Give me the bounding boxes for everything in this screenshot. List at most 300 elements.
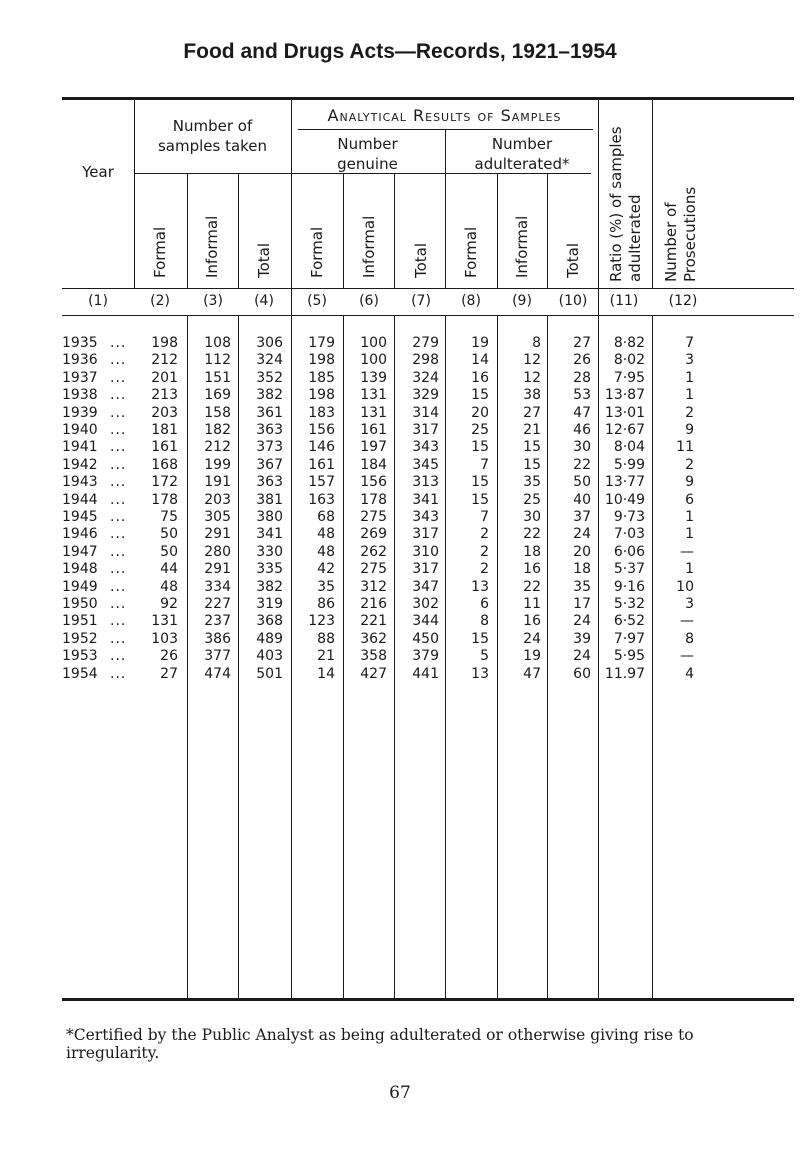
value-cell: 306 xyxy=(256,335,283,351)
year-cell: 1946 xyxy=(62,526,98,543)
value-cell: 30 xyxy=(573,439,591,456)
column-number: (1) xyxy=(88,293,108,309)
value-cell: 24 xyxy=(573,613,591,630)
value-cell: 216 xyxy=(360,596,387,612)
value-cell: 441 xyxy=(412,665,439,682)
table-row xyxy=(0,422,800,439)
year-cell: 1942 xyxy=(62,456,98,473)
value-cell: 48 xyxy=(317,526,335,543)
formal-header: Formal xyxy=(462,226,480,278)
value-cell: 27 xyxy=(160,665,178,682)
bottom-rule xyxy=(62,998,794,1001)
year-cell: 1943 xyxy=(62,474,98,491)
value-cell: 1 xyxy=(685,509,694,525)
value-cell: 19 xyxy=(471,335,489,351)
value-cell: 131 xyxy=(360,404,387,421)
value-cell: 314 xyxy=(412,404,439,421)
value-cell: 185 xyxy=(308,369,335,386)
value-cell: 8 xyxy=(685,630,694,647)
table-row xyxy=(0,561,800,578)
value-cell: 343 xyxy=(412,439,439,456)
value-cell: 324 xyxy=(256,352,283,369)
col-divider xyxy=(394,174,395,289)
year-cell: 1935 xyxy=(62,335,98,351)
top-rule xyxy=(62,97,794,100)
value-cell: 227 xyxy=(204,596,231,612)
value-cell: 1 xyxy=(685,387,694,404)
col-divider xyxy=(547,174,548,289)
leader-dots: ... xyxy=(110,352,127,369)
value-cell: 30 xyxy=(523,509,541,525)
column-number: (10) xyxy=(558,293,588,309)
value-cell: 330 xyxy=(256,543,283,560)
leader-dots: ... xyxy=(110,474,127,491)
value-cell: 35 xyxy=(573,578,591,595)
value-cell: 179 xyxy=(308,335,335,351)
value-cell: 9 xyxy=(685,474,694,491)
total-header: Total xyxy=(255,242,273,278)
table-row xyxy=(0,370,800,387)
value-cell: 363 xyxy=(256,474,283,491)
formal-header: Formal xyxy=(151,226,169,278)
value-cell: 275 xyxy=(360,561,387,578)
value-cell: 13 xyxy=(471,578,489,595)
value-cell: 237 xyxy=(204,613,231,630)
value-cell: 343 xyxy=(412,509,439,525)
value-cell: 386 xyxy=(204,630,231,647)
samples-taken-header: Number of samples taken xyxy=(157,117,268,155)
value-cell: 1 xyxy=(685,526,694,543)
leader-dots: ... xyxy=(110,509,127,525)
value-cell: 8·04 xyxy=(613,439,645,456)
value-cell: 178 xyxy=(151,491,178,508)
value-cell: 212 xyxy=(204,439,231,456)
value-cell: 5 xyxy=(480,648,489,665)
value-cell: 7 xyxy=(685,335,694,351)
value-cell: 146 xyxy=(308,439,335,456)
value-cell: 7·03 xyxy=(613,526,645,543)
value-cell: 199 xyxy=(204,456,231,473)
value-cell: 123 xyxy=(308,613,335,630)
value-cell: 156 xyxy=(360,474,387,491)
col-divider xyxy=(343,174,344,289)
value-cell: 16 xyxy=(471,369,489,386)
table-row xyxy=(0,352,800,369)
value-cell: 112 xyxy=(204,352,231,369)
year-cell: 1939 xyxy=(62,404,98,421)
value-cell: 50 xyxy=(573,474,591,491)
value-cell: 48 xyxy=(317,543,335,560)
value-cell: 21 xyxy=(523,422,541,438)
value-cell: 47 xyxy=(573,404,591,421)
leader-dots: ... xyxy=(110,630,127,647)
value-cell: 198 xyxy=(308,352,335,369)
value-cell: 108 xyxy=(204,335,231,351)
ratio-header: Ratio (%) of samples adulterated xyxy=(607,126,644,282)
header-rule xyxy=(62,288,794,289)
value-cell: 24 xyxy=(573,526,591,543)
table-row xyxy=(0,387,800,404)
year-cell: 1936 xyxy=(62,352,98,369)
year-cell: 1949 xyxy=(62,578,98,595)
value-cell: 3 xyxy=(685,352,694,369)
value-cell: 16 xyxy=(523,613,541,630)
table-row xyxy=(0,509,800,526)
value-cell: 12 xyxy=(523,369,541,386)
value-cell: 352 xyxy=(256,369,283,386)
header-rule xyxy=(298,129,593,130)
value-cell: 8 xyxy=(532,335,541,351)
year-cell: 1947 xyxy=(62,543,98,560)
value-cell: — xyxy=(680,648,694,665)
column-number: (7) xyxy=(411,293,431,309)
total-header: Total xyxy=(564,242,582,278)
value-cell: 161 xyxy=(308,456,335,473)
value-cell: 21 xyxy=(317,648,335,665)
year-cell: 1945 xyxy=(62,509,98,525)
col-divider xyxy=(445,130,446,289)
value-cell: 5·99 xyxy=(613,456,645,473)
leader-dots: ... xyxy=(110,456,127,473)
value-cell: 100 xyxy=(360,335,387,351)
leader-dots: ... xyxy=(110,404,127,421)
value-cell: 324 xyxy=(412,369,439,386)
value-cell: 381 xyxy=(256,491,283,508)
value-cell: 10 xyxy=(676,578,694,595)
value-cell: 11 xyxy=(676,439,694,456)
value-cell: 8·82 xyxy=(613,335,645,351)
value-cell: 131 xyxy=(151,613,178,630)
col-divider xyxy=(134,100,135,289)
header-rule xyxy=(62,315,794,316)
leader-dots: ... xyxy=(110,665,127,682)
year-cell: 1950 xyxy=(62,596,98,612)
year-cell: 1948 xyxy=(62,561,98,578)
value-cell: 37 xyxy=(573,509,591,525)
value-cell: 319 xyxy=(256,596,283,612)
value-cell: 24 xyxy=(573,648,591,665)
value-cell: 382 xyxy=(256,387,283,404)
column-number: (8) xyxy=(461,293,481,309)
value-cell: 182 xyxy=(204,422,231,438)
value-cell: 2 xyxy=(480,543,489,560)
value-cell: 178 xyxy=(360,491,387,508)
year-cell: 1952 xyxy=(62,630,98,647)
value-cell: 35 xyxy=(317,578,335,595)
value-cell: 22 xyxy=(523,578,541,595)
value-cell: 403 xyxy=(256,648,283,665)
formal-header: Formal xyxy=(308,226,326,278)
value-cell: 20 xyxy=(573,543,591,560)
value-cell: 18 xyxy=(523,543,541,560)
value-cell: 213 xyxy=(151,387,178,404)
value-cell: 27 xyxy=(573,335,591,351)
value-cell: 24 xyxy=(523,630,541,647)
value-cell: 358 xyxy=(360,648,387,665)
value-cell: 183 xyxy=(308,404,335,421)
col-divider xyxy=(187,174,188,289)
value-cell: 335 xyxy=(256,561,283,578)
analytical-results-header: Analytical Results of Samples xyxy=(327,106,562,125)
value-cell: 5·95 xyxy=(613,648,645,665)
value-cell: 3 xyxy=(685,596,694,612)
col-divider xyxy=(497,174,498,289)
value-cell: 11.97 xyxy=(604,665,645,682)
value-cell: 16 xyxy=(523,561,541,578)
value-cell: 131 xyxy=(360,387,387,404)
table-row xyxy=(0,544,800,561)
value-cell: 367 xyxy=(256,456,283,473)
value-cell: 6 xyxy=(480,596,489,612)
column-number: (9) xyxy=(512,293,532,309)
value-cell: 15 xyxy=(471,491,489,508)
year-cell: 1937 xyxy=(62,369,98,386)
value-cell: 298 xyxy=(412,352,439,369)
value-cell: 103 xyxy=(151,630,178,647)
table-row xyxy=(0,648,800,665)
value-cell: 13·77 xyxy=(604,474,645,491)
number-genuine-header: Number genuine xyxy=(337,135,398,173)
value-cell: 39 xyxy=(573,630,591,647)
leader-dots: ... xyxy=(110,422,127,438)
year-cell: 1954 xyxy=(62,665,98,682)
leader-dots: ... xyxy=(110,648,127,665)
year-cell: 1940 xyxy=(62,422,98,438)
value-cell: 26 xyxy=(160,648,178,665)
value-cell: 341 xyxy=(412,491,439,508)
leader-dots: ... xyxy=(110,526,127,543)
value-cell: 302 xyxy=(412,596,439,612)
table-row xyxy=(0,457,800,474)
value-cell: 5·37 xyxy=(613,561,645,578)
value-cell: 380 xyxy=(256,509,283,525)
table-row xyxy=(0,526,800,543)
value-cell: 156 xyxy=(308,422,335,438)
value-cell: 9 xyxy=(685,422,694,438)
value-cell: 15 xyxy=(523,456,541,473)
value-cell: 10·49 xyxy=(604,491,645,508)
column-number: (11) xyxy=(609,293,639,309)
col-divider xyxy=(652,100,653,289)
value-cell: 161 xyxy=(151,439,178,456)
year-cell: 1953 xyxy=(62,648,98,665)
table-row xyxy=(0,579,800,596)
value-cell: 2 xyxy=(480,561,489,578)
value-cell: 35 xyxy=(523,474,541,491)
value-cell: 13·87 xyxy=(604,387,645,404)
value-cell: 344 xyxy=(412,613,439,630)
value-cell: 212 xyxy=(151,352,178,369)
value-cell: 6 xyxy=(685,491,694,508)
value-cell: 38 xyxy=(523,387,541,404)
value-cell: 382 xyxy=(256,578,283,595)
value-cell: 53 xyxy=(573,387,591,404)
value-cell: 291 xyxy=(204,526,231,543)
value-cell: 1 xyxy=(685,561,694,578)
value-cell: 312 xyxy=(360,578,387,595)
value-cell: 86 xyxy=(317,596,335,612)
value-cell: 334 xyxy=(204,578,231,595)
value-cell: 40 xyxy=(573,491,591,508)
value-cell: 14 xyxy=(471,352,489,369)
value-cell: 161 xyxy=(360,422,387,438)
year-cell: 1951 xyxy=(62,613,98,630)
col-divider xyxy=(238,174,239,289)
prosecutions-header: Number of Prosecutions xyxy=(662,186,699,282)
value-cell: 313 xyxy=(412,474,439,491)
value-cell: 13 xyxy=(471,665,489,682)
value-cell: 8 xyxy=(480,613,489,630)
value-cell: 25 xyxy=(471,422,489,438)
leader-dots: ... xyxy=(110,596,127,612)
value-cell: 181 xyxy=(151,422,178,438)
value-cell: 184 xyxy=(360,456,387,473)
value-cell: 15 xyxy=(523,439,541,456)
value-cell: 68 xyxy=(317,509,335,525)
table-row xyxy=(0,631,800,648)
value-cell: 317 xyxy=(412,422,439,438)
value-cell: 158 xyxy=(204,404,231,421)
value-cell: 489 xyxy=(256,630,283,647)
value-cell: 6·06 xyxy=(613,543,645,560)
value-cell: 46 xyxy=(573,422,591,438)
value-cell: 280 xyxy=(204,543,231,560)
value-cell: 305 xyxy=(204,509,231,525)
value-cell: 11 xyxy=(523,596,541,612)
value-cell: 363 xyxy=(256,422,283,438)
value-cell: 17 xyxy=(573,596,591,612)
value-cell: 221 xyxy=(360,613,387,630)
value-cell: 9·73 xyxy=(613,509,645,525)
leader-dots: ... xyxy=(110,561,127,578)
value-cell: 100 xyxy=(360,352,387,369)
value-cell: 9·16 xyxy=(613,578,645,595)
value-cell: 198 xyxy=(151,335,178,351)
leader-dots: ... xyxy=(110,387,127,404)
value-cell: 2 xyxy=(685,404,694,421)
total-header: Total xyxy=(412,242,430,278)
value-cell: — xyxy=(680,543,694,560)
value-cell: 450 xyxy=(412,630,439,647)
value-cell: 15 xyxy=(471,439,489,456)
value-cell: 12 xyxy=(523,352,541,369)
year-cell: 1941 xyxy=(62,439,98,456)
value-cell: 7 xyxy=(480,456,489,473)
informal-header: Informal xyxy=(513,215,531,278)
value-cell: 42 xyxy=(317,561,335,578)
value-cell: 88 xyxy=(317,630,335,647)
value-cell: 203 xyxy=(151,404,178,421)
value-cell: 269 xyxy=(360,526,387,543)
value-cell: 1 xyxy=(685,369,694,386)
page-number: 67 xyxy=(389,1083,411,1103)
value-cell: 8·02 xyxy=(613,352,645,369)
value-cell: 168 xyxy=(151,456,178,473)
value-cell: 22 xyxy=(523,526,541,543)
year-cell: 1938 xyxy=(62,387,98,404)
value-cell: 2 xyxy=(685,456,694,473)
value-cell: 317 xyxy=(412,526,439,543)
value-cell: — xyxy=(680,613,694,630)
table-row xyxy=(0,439,800,456)
value-cell: 92 xyxy=(160,596,178,612)
value-cell: 310 xyxy=(412,543,439,560)
column-number: (3) xyxy=(203,293,223,309)
value-cell: 18 xyxy=(573,561,591,578)
column-number: (2) xyxy=(150,293,170,309)
value-cell: 341 xyxy=(256,526,283,543)
value-cell: 373 xyxy=(256,439,283,456)
value-cell: 361 xyxy=(256,404,283,421)
value-cell: 169 xyxy=(204,387,231,404)
value-cell: 22 xyxy=(573,456,591,473)
table-row xyxy=(0,335,800,352)
value-cell: 427 xyxy=(360,665,387,682)
value-cell: 157 xyxy=(308,474,335,491)
value-cell: 191 xyxy=(204,474,231,491)
column-number: (12) xyxy=(668,293,698,309)
value-cell: 6·52 xyxy=(613,613,645,630)
leader-dots: ... xyxy=(110,335,127,351)
column-number: (5) xyxy=(307,293,327,309)
value-cell: 262 xyxy=(360,543,387,560)
value-cell: 28 xyxy=(573,369,591,386)
value-cell: 50 xyxy=(160,526,178,543)
value-cell: 50 xyxy=(160,543,178,560)
leader-dots: ... xyxy=(110,491,127,508)
value-cell: 60 xyxy=(573,665,591,682)
value-cell: 345 xyxy=(412,456,439,473)
value-cell: 12·67 xyxy=(604,422,645,438)
value-cell: 75 xyxy=(160,509,178,525)
informal-header: Informal xyxy=(360,215,378,278)
value-cell: 368 xyxy=(256,613,283,630)
value-cell: 7·95 xyxy=(613,369,645,386)
value-cell: 474 xyxy=(204,665,231,682)
leader-dots: ... xyxy=(110,369,127,386)
value-cell: 7·97 xyxy=(613,630,645,647)
value-cell: 377 xyxy=(204,648,231,665)
table-row xyxy=(0,492,800,509)
value-cell: 4 xyxy=(685,665,694,682)
value-cell: 139 xyxy=(360,369,387,386)
year-header: Year xyxy=(82,163,114,181)
year-cell: 1944 xyxy=(62,491,98,508)
value-cell: 14 xyxy=(317,665,335,682)
leader-dots: ... xyxy=(110,439,127,456)
informal-header: Informal xyxy=(203,215,221,278)
value-cell: 7 xyxy=(480,509,489,525)
value-cell: 26 xyxy=(573,352,591,369)
value-cell: 198 xyxy=(308,387,335,404)
column-number: (6) xyxy=(359,293,379,309)
value-cell: 20 xyxy=(471,404,489,421)
value-cell: 44 xyxy=(160,561,178,578)
value-cell: 13·01 xyxy=(604,404,645,421)
table-row xyxy=(0,596,800,613)
page-title: Food and Drugs Acts—Records, 1921–1954 xyxy=(183,40,617,63)
value-cell: 279 xyxy=(412,335,439,351)
value-cell: 15 xyxy=(471,474,489,491)
leader-dots: ... xyxy=(110,613,127,630)
value-cell: 347 xyxy=(412,578,439,595)
value-cell: 197 xyxy=(360,439,387,456)
table-row xyxy=(0,613,800,630)
value-cell: 317 xyxy=(412,561,439,578)
value-cell: 47 xyxy=(523,665,541,682)
value-cell: 15 xyxy=(471,630,489,647)
value-cell: 501 xyxy=(256,665,283,682)
